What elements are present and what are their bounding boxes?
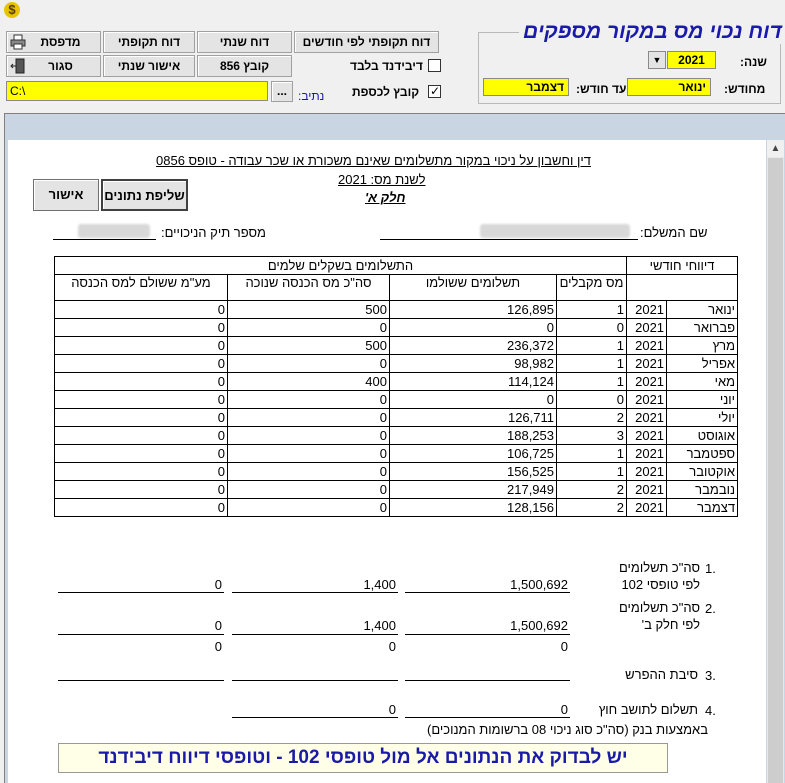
cell-year: 2021 [627, 445, 667, 463]
table-row [55, 391, 738, 409]
cell-year: 2021 [627, 481, 667, 499]
item1-vat-underline [58, 592, 224, 593]
dividend-only-label: דיבידנד בלבד [350, 59, 423, 73]
item2-payments: 1,500,692 [510, 618, 568, 633]
print-button[interactable] [6, 31, 101, 53]
col-payments-header: תשלומים ששולמו [390, 275, 557, 301]
periodic-report-button[interactable] [103, 31, 195, 53]
report-part: חלק א' [365, 190, 406, 205]
cell-tax: 0 [228, 499, 390, 517]
year-select[interactable]: 2021 [667, 51, 716, 69]
cell-recipients: 2 [557, 481, 627, 499]
cell-recipients: 1 [557, 445, 627, 463]
from-month-label: מחודש: [724, 82, 766, 96]
cell-payments: 236,372 [390, 337, 557, 355]
payer-name-label: שם המשלם: [640, 225, 708, 240]
item2-vat-underline [58, 634, 224, 635]
col-tax-header: סה"כ מס הכנסה שנוכה [228, 275, 390, 301]
periodic-by-months-label: דוח תקופתי לפי חודשים [302, 35, 431, 49]
col-recipients-header: מס מקבלים [557, 275, 627, 301]
warning-banner: יש לבדוק את הנתונים אל מול טופסי 102 - וטופסי דיווח דיבידנד [58, 743, 668, 773]
item2-label-a: סה"כ תשלומים [618, 600, 700, 615]
cell-vat: 0 [55, 355, 228, 373]
cell-vat: 0 [55, 499, 228, 517]
chevron-down-icon: ▼ [652, 55, 662, 65]
table-row [55, 481, 738, 499]
annual-report-label: דוח שנתי [219, 35, 270, 49]
cell-tax: 0 [228, 391, 390, 409]
cell-payments: 126,895 [390, 301, 557, 319]
fetch-data-button[interactable] [101, 179, 188, 211]
cell-vat: 0 [55, 319, 228, 337]
item1-label-b: לפי טופסי 102 [621, 577, 700, 592]
col-vat-header: מע"מ ששולם למס הכנסה [55, 275, 228, 301]
cell-tax: 0 [228, 409, 390, 427]
item2-vat: 0 [214, 618, 222, 633]
cell-year: 2021 [627, 499, 667, 517]
cell-payments: 114,124 [390, 373, 557, 391]
year-dropdown-button[interactable] [648, 51, 666, 69]
browse-button[interactable] [271, 81, 293, 102]
cell-month: מרץ [667, 337, 738, 355]
item3-tax-underline [232, 680, 398, 681]
cell-payments: 128,156 [390, 499, 557, 517]
item4-payments: 0 [560, 702, 568, 717]
item2-number: 2. [705, 601, 716, 616]
table-row [55, 445, 738, 463]
cell-tax: 0 [228, 355, 390, 373]
item1-tax: 1,400 [363, 577, 396, 592]
cell-vat: 0 [55, 373, 228, 391]
title-bar [0, 0, 785, 22]
cell-month: אפריל [667, 355, 738, 373]
printer-icon [10, 34, 26, 50]
cell-recipients: 1 [557, 301, 627, 319]
approve-button[interactable] [33, 179, 99, 211]
cell-year: 2021 [627, 319, 667, 337]
withholding-file-label: מספר תיק הניכויים: [161, 225, 266, 240]
close-label: סגור [48, 59, 73, 73]
payer-name-redacted [480, 224, 630, 238]
table-row [55, 499, 738, 517]
cell-month: דצמבר [667, 499, 738, 517]
cell-month: נובמבר [667, 481, 738, 499]
cell-month: ינואר [667, 301, 738, 319]
item3-label: סיבת ההפרש [625, 667, 698, 682]
deposit-file-checkbox[interactable] [428, 85, 441, 98]
cell-tax: 0 [228, 445, 390, 463]
payer-name-underline [380, 239, 638, 240]
cell-tax: 0 [228, 463, 390, 481]
checkmark-icon: ✓ [430, 84, 441, 98]
cell-month: יוני [667, 391, 738, 409]
item4-tax: 0 [388, 702, 396, 717]
cell-vat: 0 [55, 427, 228, 445]
deposit-file-label: קובץ לכספת [352, 85, 420, 99]
annual-approval-label: אישור שנתי [117, 59, 181, 73]
cell-payments: 98,982 [390, 355, 557, 373]
cell-payments: 156,525 [390, 463, 557, 481]
cell-vat: 0 [55, 463, 228, 481]
item2-tax: 1,400 [363, 618, 396, 633]
group-header: התשלומים בשקלים שלמים [55, 257, 627, 275]
item3-payments-underline [405, 680, 570, 681]
chevron-up-icon: ▲ [770, 143, 781, 154]
exit-door-icon [10, 58, 26, 74]
file-856-label: קובץ 856 [219, 59, 270, 73]
cell-month: אוגוסט [667, 427, 738, 445]
close-button[interactable] [6, 55, 101, 77]
path-input[interactable]: C:\ [6, 81, 268, 101]
cell-year: 2021 [627, 391, 667, 409]
app-icon: $ [4, 2, 20, 18]
file-856-button[interactable] [197, 55, 292, 77]
monthly-reports-header: דיווחי חודשי [627, 257, 738, 275]
cell-year: 2021 [627, 463, 667, 481]
cell-recipients: 2 [557, 499, 627, 517]
periodic-report-label: דוח תקופתי [117, 35, 181, 49]
item1-number: 1. [705, 561, 716, 576]
item2-payments-underline [405, 634, 570, 635]
cell-payments: 126,711 [390, 409, 557, 427]
cell-payments: 0 [390, 391, 557, 409]
fetch-data-label: שליפת נתונים [104, 188, 185, 203]
cell-vat: 0 [55, 481, 228, 499]
item1-vat: 0 [214, 577, 222, 592]
table-row [55, 373, 738, 391]
to-month-select[interactable]: דצמבר [483, 78, 569, 96]
table-row [55, 463, 738, 481]
withholding-file-redacted [78, 224, 150, 238]
cell-vat: 0 [55, 391, 228, 409]
browse-label: ... [276, 84, 287, 98]
cell-vat: 0 [55, 337, 228, 355]
cell-recipients: 1 [557, 355, 627, 373]
item3-vat-underline [58, 680, 224, 681]
diff-payments: 0 [560, 639, 568, 654]
table-row [55, 301, 738, 319]
print-label: מדפסת [40, 35, 81, 49]
path-label: נתיב: [298, 89, 325, 103]
cell-recipients: 1 [557, 463, 627, 481]
item4-tax-underline [232, 717, 398, 718]
table-row [55, 427, 738, 445]
item1-payments-underline [405, 592, 570, 593]
diff-vat: 0 [214, 639, 222, 654]
item1-label-a: סה"כ תשלומים [618, 560, 700, 575]
cell-recipients: 1 [557, 337, 627, 355]
item4-number: 4. [705, 703, 716, 718]
periodic-by-months-button[interactable] [294, 31, 439, 53]
table-row [55, 337, 738, 355]
page-title: דוח נכוי מס במקור מספקים [519, 20, 785, 44]
cell-month: אוקטובר [667, 463, 738, 481]
cell-month: יולי [667, 409, 738, 427]
item4-note: באמצעות בנק (סה"כ סוג ניכוי 08 ברשומות המנוכים) [426, 722, 708, 737]
cell-recipients: 1 [557, 373, 627, 391]
scroll-up-button[interactable] [767, 140, 784, 157]
to-month-label: עד חודש: [576, 82, 627, 96]
item4-label: תשלום לתושב חוץ [598, 702, 698, 717]
item2-label-b: לפי חלק ב' [641, 617, 700, 632]
cell-payments: 106,725 [390, 445, 557, 463]
cell-tax: 0 [228, 427, 390, 445]
month-header-blank [627, 275, 738, 301]
scrollbar-thumb[interactable] [768, 158, 783, 783]
cell-tax: 500 [228, 301, 390, 319]
item3-number: 3. [705, 668, 716, 683]
diff-tax: 0 [388, 639, 396, 654]
approve-label: אישור [48, 187, 84, 202]
cell-tax: 400 [228, 373, 390, 391]
table-row [55, 319, 738, 337]
item1-tax-underline [232, 592, 398, 593]
cell-recipients: 0 [557, 391, 627, 409]
cell-recipients: 0 [557, 319, 627, 337]
cell-year: 2021 [627, 373, 667, 391]
item4-payments-underline [405, 717, 570, 718]
cell-year: 2021 [627, 427, 667, 445]
cell-month: מאי [667, 373, 738, 391]
cell-recipients: 3 [557, 427, 627, 445]
dividend-only-checkbox[interactable] [428, 59, 441, 72]
item2-tax-underline [232, 634, 398, 635]
cell-year: 2021 [627, 301, 667, 319]
cell-year: 2021 [627, 337, 667, 355]
cell-vat: 0 [55, 409, 228, 427]
cell-vat: 0 [55, 445, 228, 463]
cell-month: פברואר [667, 319, 738, 337]
cell-recipients: 2 [557, 409, 627, 427]
cell-year: 2021 [627, 409, 667, 427]
from-month-select[interactable]: ינואר [627, 78, 711, 96]
cell-payments: 217,949 [390, 481, 557, 499]
annual-report-button[interactable] [197, 31, 292, 53]
cell-payments: 188,253 [390, 427, 557, 445]
report-heading: דין וחשבון על ניכוי במקור מתשלומים שאינם משכורת או שכר עבודה - טופס 0856 [156, 153, 591, 168]
cell-month: ספטמבר [667, 445, 738, 463]
report-tax-year: לשנת מס: 2021 [338, 172, 426, 187]
year-label: שנה: [740, 55, 767, 69]
cell-payments: 0 [390, 319, 557, 337]
table-row [55, 355, 738, 373]
cell-year: 2021 [627, 355, 667, 373]
annual-approval-button[interactable] [103, 55, 195, 77]
item1-payments: 1,500,692 [510, 577, 568, 592]
cell-tax: 500 [228, 337, 390, 355]
withholding-file-underline [53, 239, 156, 240]
cell-tax: 0 [228, 319, 390, 337]
cell-vat: 0 [55, 301, 228, 319]
monthly-table [54, 256, 738, 517]
cell-tax: 0 [228, 481, 390, 499]
table-row [55, 409, 738, 427]
